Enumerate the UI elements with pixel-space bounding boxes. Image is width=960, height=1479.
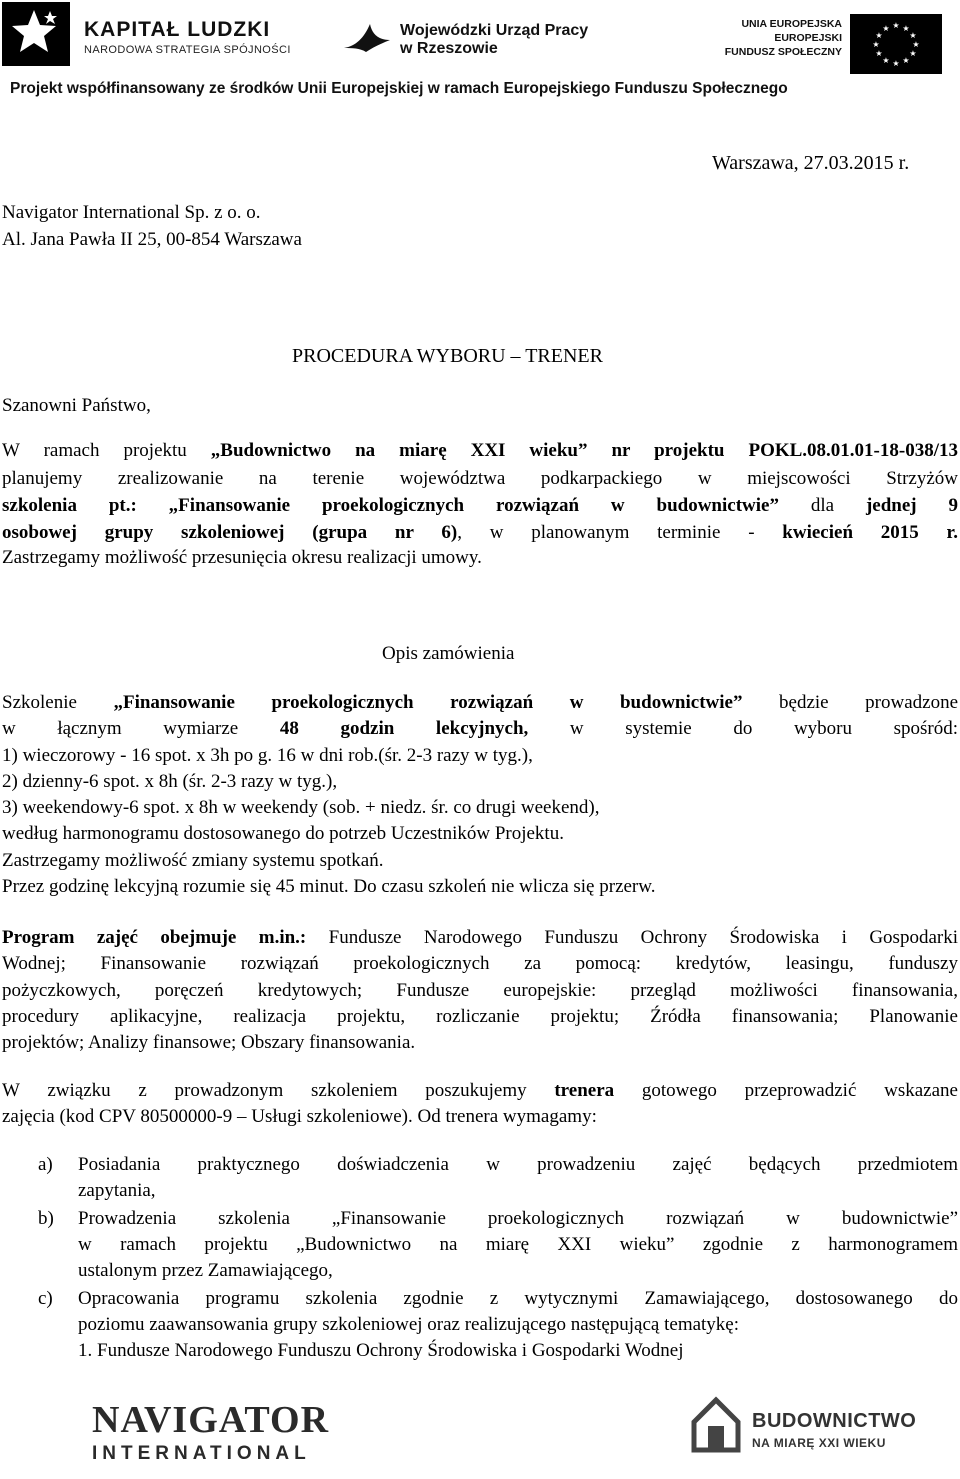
intro-line-4: osobowej grupy szkoleniowej (grupa nr 6), w planowanym terminie - kwiecień 2015 r. <box>2 522 958 543</box>
date: Warszawa, 27.03.2015 r. <box>712 152 910 174</box>
opis-line-2: w łącznym wymiarze 48 godzin lekcyjnych, w systemie do wyboru spośród: <box>2 718 959 739</box>
program-line-3: pożyczkowych, poręczeń kredytowych; Fundusze europejskie: przegląd możliwości finansowania, <box>2 980 958 1001</box>
opis-line-3: 1) wieczorowy - 16 spot. x 3h po g. 16 w dni rob.(śr. 2-3 razy w tyg.), <box>2 745 533 766</box>
list-item-label: a) <box>38 1154 53 1175</box>
opis-line-8: Przez godzinę lekcyjną rozumie się 45 minut. Do czasu szkoleń nie wlicza się przerw. <box>2 876 656 897</box>
list-item-line: Prowadzenia szkolenia „Finansowanie proekologicznych rozwiązań w budownictwie” <box>78 1208 958 1229</box>
list-item-label: b) <box>38 1208 54 1229</box>
svg-text:★: ★ <box>912 40 920 49</box>
kapital-ludzki-title: KAPITAŁ LUDZKI <box>84 18 271 41</box>
program-line-1: Program zajęć obejmuje m.in.: Fundusze Narodowego Funduszu Ochrony Środowiska i Gospodarki <box>2 927 958 948</box>
wup-name-line1: Wojewódzki Urząd Pracy <box>400 22 589 39</box>
wup-logo <box>342 18 392 54</box>
eu-stars-icon <box>850 14 942 74</box>
sender-address: Al. Jana Pawła II 25, 00-854 Warszawa <box>2 229 302 250</box>
opis-line-5: 3) weekendowy-6 spot. x 8h w weekendy (sob. + niedz. śr. co drugi weekend), <box>2 797 600 818</box>
svg-text:★: ★ <box>872 40 880 49</box>
list-item-line: Opracowania programu szkolenia zgodnie z wytycznymi Zamawiającego, dostosowanego do <box>78 1288 958 1309</box>
list-item-line: ustalonym przez Zamawiającego, <box>78 1260 333 1281</box>
program-line-2: Wodnej; Finansowanie rozwiązań proekologicznych za pomocą: kredytów, leasingu, funduszy <box>2 953 958 974</box>
list-item-line: Posiadania praktycznego doświadczenia w prowadzeniu zajęć będących przedmiotem <box>78 1154 958 1175</box>
navigator-logo-sub: INTERNATIONAL <box>92 1443 311 1464</box>
document-title: PROCEDURA WYBORU – TRENER <box>292 345 603 367</box>
intro-line-3: szkolenia pt.: „Finansowanie proekologicznych rozwiązań w budownictwie” dla jednej 9 <box>2 495 959 516</box>
svg-text:★: ★ <box>882 56 890 65</box>
svg-text:★: ★ <box>875 31 883 40</box>
opis-line-6: według harmonogramu dostosowanego do potrzeb Uczestników Projektu. <box>2 823 564 844</box>
intro-line-5: Zastrzegamy możliwość przesunięcia okresu realizacji umowy. <box>2 547 482 568</box>
svg-text:★: ★ <box>902 56 910 65</box>
svg-text:★: ★ <box>875 49 883 58</box>
intro-line-2: planujemy zrealizowanie na terenie województwa podkarpackiego w miejscowości Strzyżów <box>2 468 958 489</box>
opis-line-7: Zastrzegamy możliwość zmiany systemu spotkań. <box>2 850 384 871</box>
swallow-icon <box>342 18 392 54</box>
list-item-line: 1. Fundusze Narodowego Funduszu Ochrony Środowiska i Gospodarki Wodnej <box>78 1340 684 1361</box>
program-line-4: procedury aplikacyjne, realizacja projektu, rozliczanie projektu; Źródła finansowania; Planowanie <box>2 1006 958 1027</box>
ue-line3: FUNDUSZ SPOŁECZNY <box>724 46 842 58</box>
program-line-5: projektów; Analizy finansowe; Obszary finansowania. <box>2 1032 416 1053</box>
kapital-ludzki-subtitle: NARODOWA STRATEGIA SPÓJNOŚCI <box>84 44 291 56</box>
budownictwo-subtitle: NA MIARĘ XXI WIEKU <box>752 1436 886 1450</box>
opis-line-4: 2) dzienny-6 spot. x 8h (śr. 2-3 razy w tyg.), <box>2 771 338 792</box>
list-item-line: poziomu zaawansowania grupy szkoleniowej oraz realizującego następującą tematykę: <box>78 1314 740 1335</box>
wup-name-line2: w Rzeszowie <box>400 40 498 57</box>
sender-name: Navigator International Sp. z o. o. <box>2 202 261 223</box>
budownictwo-logo <box>688 1392 744 1454</box>
cofinancing-banner: Projekt współfinansowany ze środków Unii Europejskiej w ramach Europejskiego Funduszu Społecznego <box>10 80 788 97</box>
list-item-line: zapytania, <box>78 1180 156 1201</box>
trener-line-1: W związku z prowadzonym szkoleniem poszukujemy trenera gotowego przeprowadzić wskazane <box>2 1080 958 1101</box>
requirements-list <box>0 1152 960 1372</box>
svg-text:★: ★ <box>892 59 900 68</box>
salutation: Szanowni Państwo, <box>2 395 151 416</box>
ue-line2: EUROPEJSKI <box>774 32 842 44</box>
navigator-logo-name: NAVIGATOR <box>92 1399 330 1441</box>
list-item-line: w ramach projektu „Budownictwo na miarę XXI wieku” zgodnie z harmonogramem <box>78 1234 958 1255</box>
ue-line1: UNIA EUROPEJSKA <box>741 18 842 30</box>
budownictwo-title: BUDOWNICTWO <box>752 1410 917 1432</box>
list-item-label: c) <box>38 1288 53 1309</box>
svg-text:★: ★ <box>909 49 917 58</box>
svg-text:★: ★ <box>909 31 917 40</box>
svg-text:★: ★ <box>902 24 910 33</box>
section-title: Opis zamówienia <box>382 643 515 664</box>
opis-line-1: Szkolenie „Finansowanie proekologicznych rozwiązań w budownictwie” będzie prowadzone <box>2 692 958 713</box>
building-icon <box>688 1392 744 1454</box>
svg-text:★: ★ <box>882 24 890 33</box>
intro-line-1: W ramach projektu „Budownictwo na miarę XXI wieku” nr projektu POKL.08.01.01-18-038/13 <box>2 440 958 461</box>
kapital-ludzki-logo <box>2 2 70 66</box>
svg-text:★: ★ <box>892 21 900 30</box>
trener-line-2: zajęcia (kod CPV 80500000-9 – Usługi szkoleniowe). Od trenera wymagamy: <box>2 1106 597 1127</box>
eu-flag <box>850 14 942 74</box>
star-icon <box>2 2 70 66</box>
